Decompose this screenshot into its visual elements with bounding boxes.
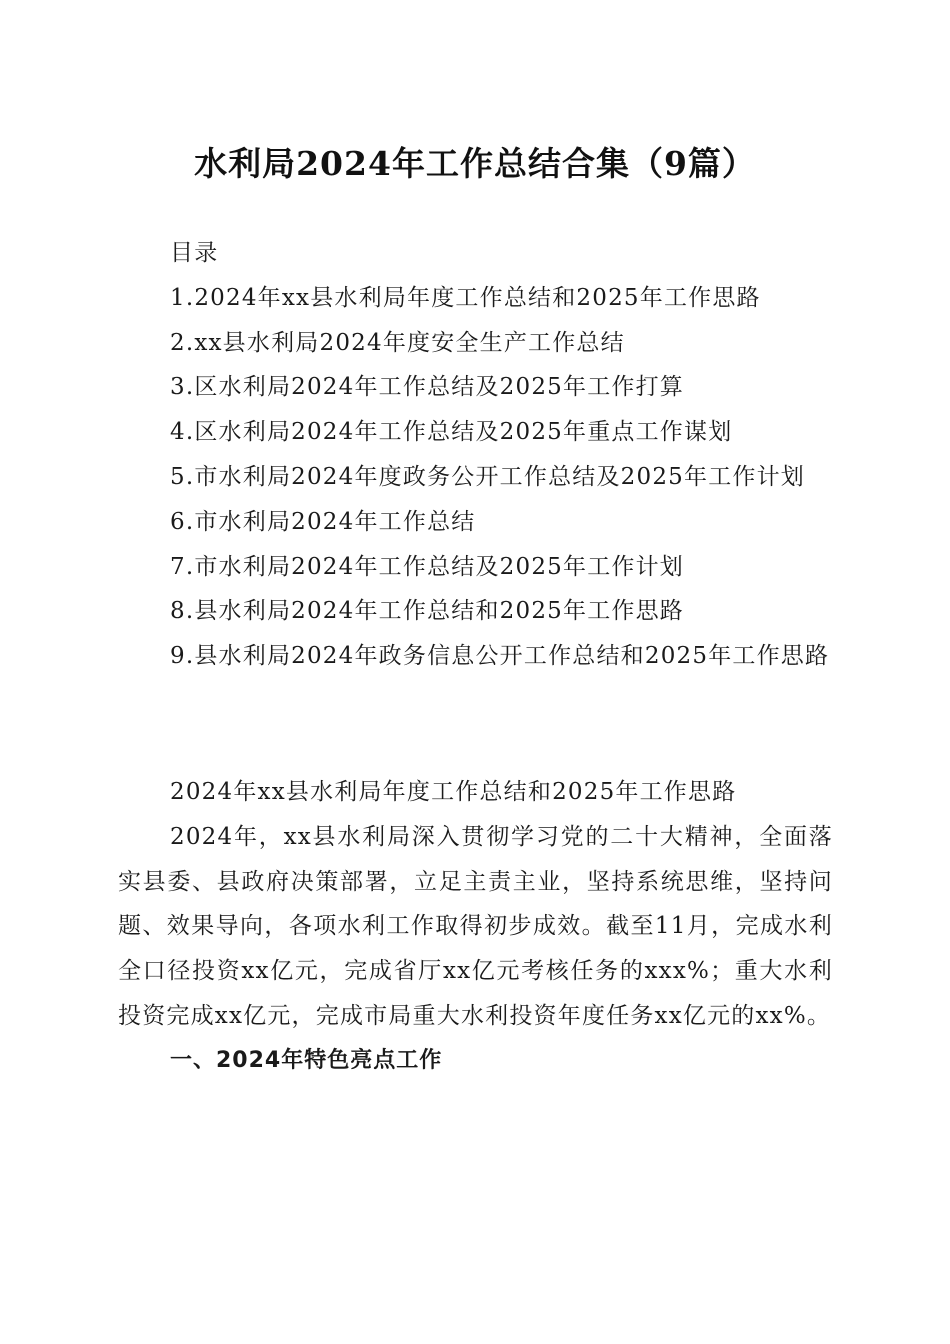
toc-item-6: 6.市水利局2024年工作总结 bbox=[170, 508, 476, 535]
toc-item-8: 8.县水利局2024年工作总结和2025年工作思路 bbox=[170, 598, 685, 625]
toc-item-7: 7.市水利局2024年工作总结及2025年工作计划 bbox=[170, 553, 685, 580]
article-content bbox=[118, 770, 833, 1084]
article-title: 2024年xx县水利局年度工作总结和2025年工作思路 bbox=[170, 779, 737, 805]
toc-item-9: 9.县水利局2024年政务信息公开工作总结和2025年工作思路 bbox=[170, 643, 830, 670]
toc-item-1: 1.2024年xx县水利局年度工作总结和2025年工作思路 bbox=[170, 284, 761, 311]
section-heading: 一、2024年特色亮点工作 bbox=[170, 1047, 443, 1073]
toc-item-4: 4.区水利局2024年工作总结及2025年重点工作谋划 bbox=[170, 419, 733, 446]
toc-item-5: 5.市水利局2024年度政务公开工作总结及2025年工作计划 bbox=[170, 463, 806, 490]
toc-item-3: 3.区水利局2024年工作总结及2025年工作打算 bbox=[170, 374, 685, 401]
intro-paragraph: 2024年，xx县水利局深入贯彻学习党的二十大精神，全面落实县委、县政府决策部署，立足主责主业，坚持系统思维，坚持问题、效果导向，各项水利工作取得初步成效。截至11月，完成水利全口径投资xx亿元，完成省厅xx亿元考核任务的xxx%；重大水利投资完成xx亿元，完成市局重大水利投资年度任务xx亿元的xx%。 bbox=[118, 823, 833, 1029]
toc-item-2: 2.xx县水利局2024年度安全生产工作总结 bbox=[170, 329, 625, 356]
table-of-contents bbox=[118, 231, 833, 679]
toc-heading: 目录 bbox=[170, 240, 219, 266]
document-title: 水利局2024年工作总结合集（9篇） bbox=[194, 144, 756, 183]
